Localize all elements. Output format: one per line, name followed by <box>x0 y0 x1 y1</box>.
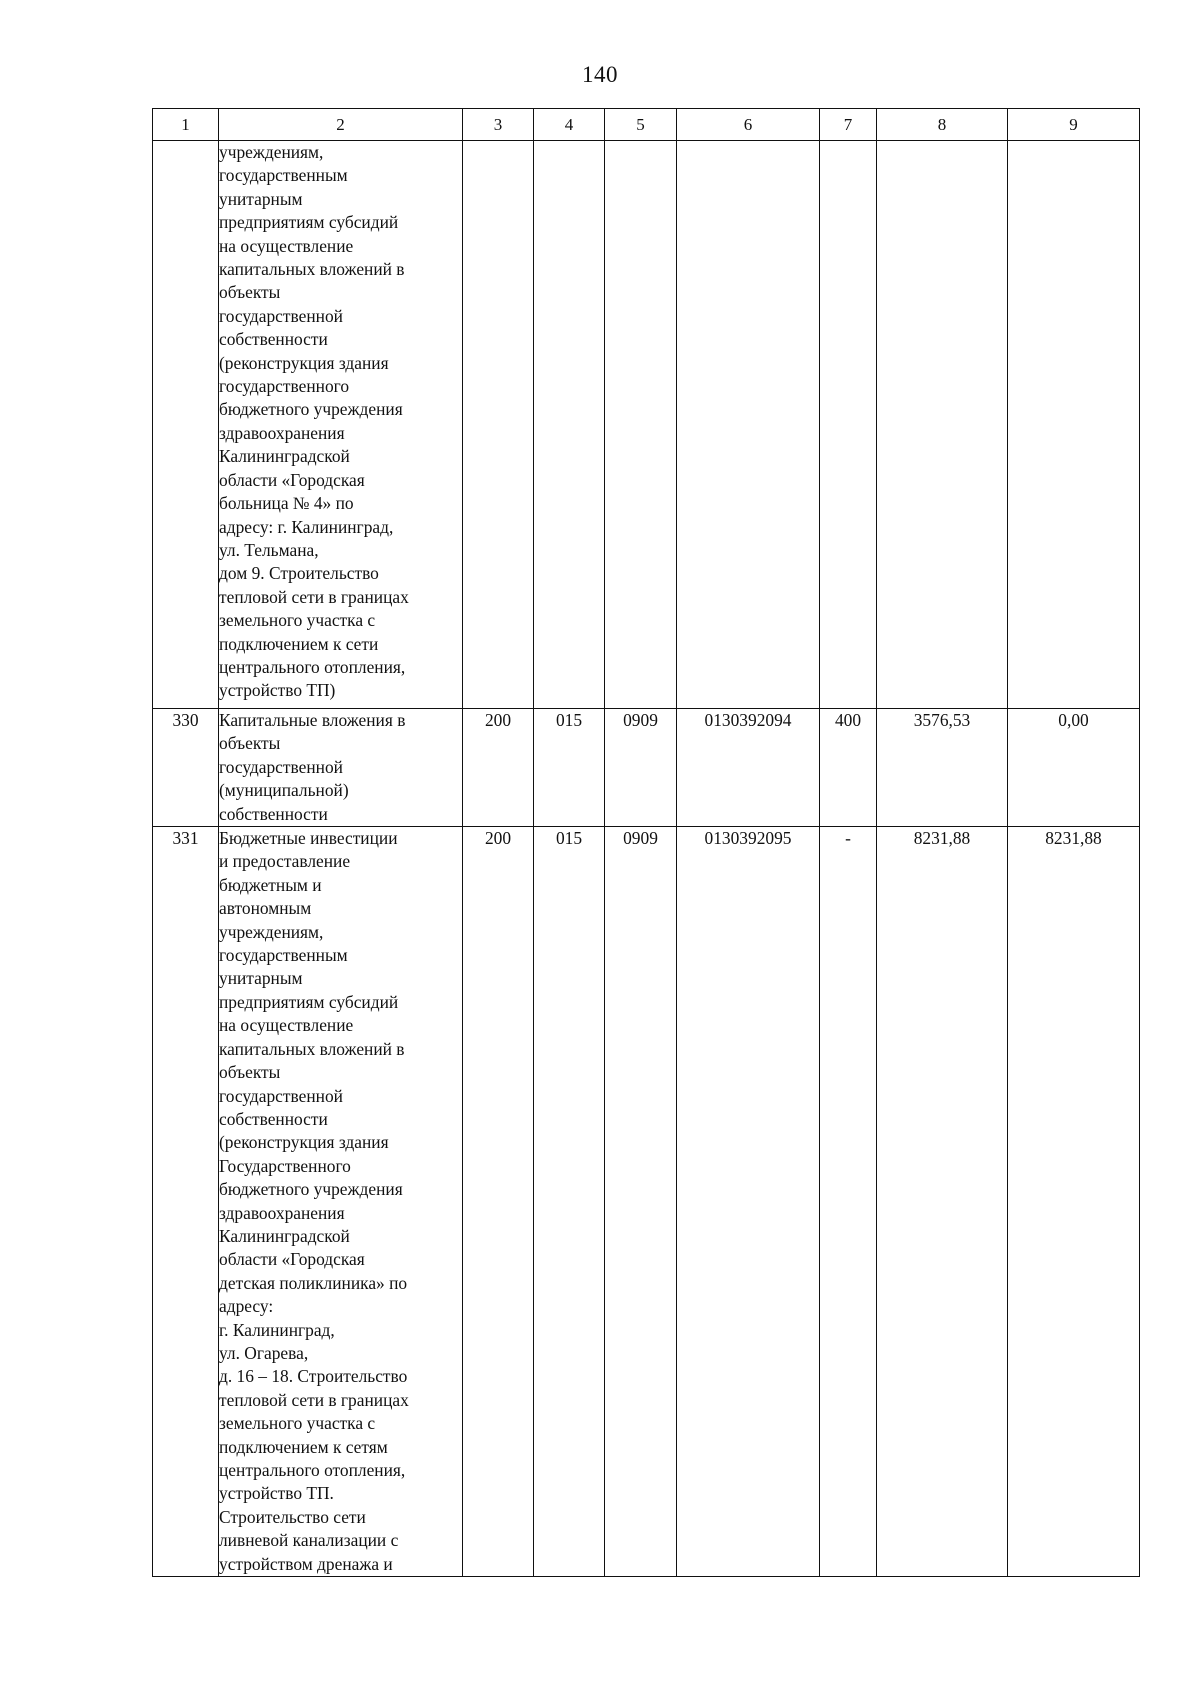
row-code-6: 0130392095 <box>677 827 820 1577</box>
row-number: 331 <box>153 827 219 1577</box>
row-code-5 <box>605 141 677 709</box>
row-description: учреждениям, государственным унитарным предприятиям субсидий на осуществление капитальных вложений в объекты государственной собственности (реконструкция здания государственного бюджетного учреждения здравоохранения Калининградской области «Городская больница № 4» по адресу: г. Калининград, ул. Тельмана, дом 9. Строительство тепловой сети в границах земельного участка с подключением к сети центрального отопления, устройство ТП) <box>219 141 463 709</box>
budget-table <box>152 108 1140 1577</box>
row-code-6: 0130392094 <box>677 709 820 827</box>
row-code-5: 0909 <box>605 709 677 827</box>
row-amount-9: 8231,88 <box>1008 827 1140 1577</box>
row-code-4: 015 <box>534 709 605 827</box>
table-header-row <box>153 109 1140 141</box>
row-code-7 <box>820 141 877 709</box>
row-code-5: 0909 <box>605 827 677 1577</box>
table-row-330 <box>153 709 1140 827</box>
row-amount-9: 0,00 <box>1008 709 1140 827</box>
row-amount-8 <box>877 141 1008 709</box>
header-col-9: 9 <box>1008 109 1140 141</box>
row-code-3: 200 <box>463 827 534 1577</box>
header-col-6: 6 <box>677 109 820 141</box>
header-col-3: 3 <box>463 109 534 141</box>
table-row-331 <box>153 827 1140 1577</box>
table-row-continuation <box>153 141 1140 709</box>
row-description: Капитальные вложения в объекты государственной (муниципальной) собственности <box>219 709 463 827</box>
row-code-4 <box>534 141 605 709</box>
row-amount-8: 8231,88 <box>877 827 1008 1577</box>
header-col-2: 2 <box>219 109 463 141</box>
row-code-6 <box>677 141 820 709</box>
header-col-4: 4 <box>534 109 605 141</box>
header-col-8: 8 <box>877 109 1008 141</box>
row-amount-8: 3576,53 <box>877 709 1008 827</box>
row-description: Бюджетные инвестиции и предоставление бюджетным и автономным учреждениям, государственным унитарным предприятиям субсидий на осуществление капитальных вложений в объекты государственной собственности (реконструкция здания Государственного бюджетного учреждения здравоохранения Калининградской области «Городская детская поликлиника» по адресу: г. Калининград, ул. Огарева, д. 16 – 18. Строительство тепловой сети в границах земельного участка с подключением к сетям центрального отопления, устройство ТП. Строительство сети ливневой канализации с устройством дренажа и <box>219 827 463 1577</box>
row-number <box>153 141 219 709</box>
row-number: 330 <box>153 709 219 827</box>
row-code-3 <box>463 141 534 709</box>
row-code-7: - <box>820 827 877 1577</box>
row-amount-9 <box>1008 141 1140 709</box>
row-code-3: 200 <box>463 709 534 827</box>
row-code-4: 015 <box>534 827 605 1577</box>
page-number: 140 <box>582 62 618 87</box>
header-col-7: 7 <box>820 109 877 141</box>
header-col-1: 1 <box>153 109 219 141</box>
row-code-7: 400 <box>820 709 877 827</box>
header-col-5: 5 <box>605 109 677 141</box>
